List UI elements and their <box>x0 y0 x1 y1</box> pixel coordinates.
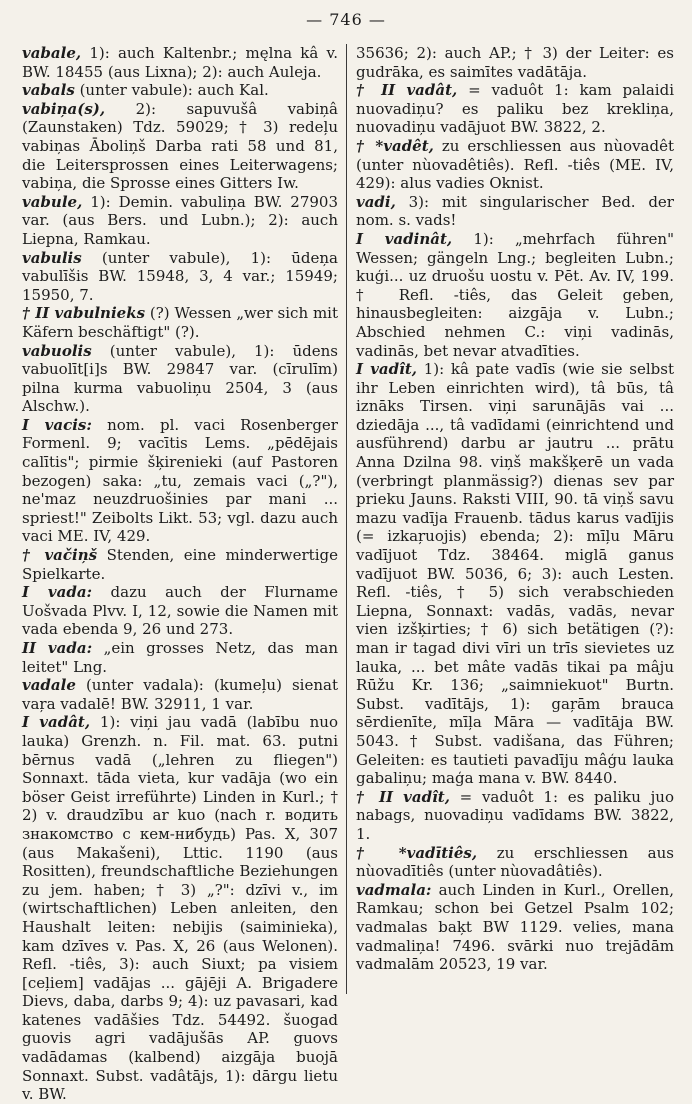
entry-body: zu erschliessen aus nùovadêt (unter nùovadêtiês). Refl. -tiês (ME. IV, 429): alus vadies Oknist. <box>356 136 674 193</box>
entry-body: zu erschliessen aus nùovadītiês (unter nùovadâtiês). <box>356 843 674 881</box>
entry-body: (unter vabule), 1): ūdeņa vabulīšis BW. 15948, 3, 4 var.; 15949; 15950, 7. <box>22 248 338 304</box>
dictionary-entry <box>22 416 338 546</box>
dictionary-entry <box>356 230 674 360</box>
dictionary-entry <box>356 81 674 137</box>
dictionary-entry <box>22 583 338 639</box>
entry-body: Stenden, eine minderwertige Spielkarte. <box>22 546 338 583</box>
page-number: — 746 — <box>306 10 386 29</box>
entry-headword: † II vadît, <box>356 787 450 806</box>
dictionary-entry <box>22 546 338 583</box>
entry-body: dazu auch der Flurname Uošvada Plvv. I, 12, sowie die Namen mit vada ebenda 9, 26 und 273. <box>22 583 338 639</box>
dictionary-entry <box>22 713 338 1103</box>
entry-headword: I vadît, <box>356 360 417 379</box>
entry-body: (?) Wessen „wer sich mit Käfern beschäftigt" (?). <box>22 304 338 341</box>
entry-headword: II vada: <box>22 639 93 657</box>
entry-body: 1): viņi jau vadā (labību nuo lauka) Grenzh. n. Fil. mat. 63. putni bērnus vadā („lehren zu fliegen") Sonnaxt. tāda vieta, kur vadāja (wo ein böser Geist irreführte) Linden in Kurl.; † 2) v. draudzību ar kuo (nach r. водить знакомство с кем-нибудь) Pas. X, 307 (aus Makašeni), Lttic. 1190 (aus Rositten), freundschaftliche Beziehungen zu jem. haben; † 3) „?": dzīvi v., im (wirtschaftlichen) Leben anleiten, den Haushalt leiten: nebijis (saiminieka), kam dzīves v. Pas. X, 26 (aus Welonen). Refl. -tiês, 3): auch Siuxt; pa visiem [ceļiem] vadājas ... gājēji A. Brigadere Dievs, daba, darbs 9; 4): uz pavasari, kad katenes vadāšies Tdz. 54492. šuogad guovis agri vadājušās AP. guovs vadādamas (kalbend) aizgāja buojā Sonnaxt. Subst. vadâtājs, 1): dārgu lietu v. BW. <box>22 713 338 1104</box>
entry-headword: vadi, <box>356 192 396 211</box>
entry-body: (unter vabule): auch Kal. <box>79 81 269 100</box>
entry-body: (unter vabule), 1): ūdens vabuolīt[i]s BW. 29847 var. (cīrulīm) pilna kurma vabuoliņu 2504, 3 (aus Alschw.). <box>22 341 338 416</box>
entry-body: „ein grosses Netz, das man leitet" Lng. <box>22 639 338 676</box>
entry-body: (unter vadala): (kumeļu) sienat vaŗa vadalē! BW. 32911, 1 var. <box>22 676 338 713</box>
entry-body: nom. pl. vaci Rosenberger Formenl. 9; vacītis Lems. „pēdējais calītis"; pirmie šķirenieki (auf Pastoren bezogen) saka: „tu, zemais vaci („?"), ne'maz neuzdruošinies par mani ... spriest!" Zeibolts Likt. 53; vgl. dazu auch vaci ME. IV, 429. <box>22 415 338 546</box>
dictionary-entry <box>356 881 674 974</box>
entry-headword: † *vadêt, <box>356 136 434 155</box>
entry-headword: † *vadītiês, <box>356 843 478 862</box>
entry-body: 1): Demin. vabuliņa BW. 27903 var. (aus Bers. und Lubn.); 2): auch Liepna, Ramkau. <box>22 192 338 248</box>
entry-headword: vabulis <box>22 248 82 267</box>
entry-headword: † II vadât, <box>356 81 458 100</box>
entry-body: = vaduôt 1: es paliku juo nabags, nuovadiņu vadīdams BW. 3822, 1. <box>356 787 674 843</box>
dictionary-entry <box>356 193 674 230</box>
entry-body: 3): mit singularischer Bed. der nom. s. vads! <box>356 192 674 230</box>
right-column <box>356 44 674 974</box>
entry-headword: vabuolis <box>22 341 92 360</box>
entry-headword: I vadinât, <box>356 229 453 248</box>
dictionary-entry <box>22 100 338 193</box>
dictionary-entry <box>356 788 674 844</box>
left-column <box>22 44 338 1104</box>
entry-headword: vabiņa(s), <box>22 99 106 118</box>
dictionary-entry <box>356 44 674 81</box>
entry-body: 1): auch Kaltenbr.; męlna kâ v. BW. 18455 (aus Lixna); 2): auch Auleja. <box>22 44 338 81</box>
entry-body: auch Linden in Kurl., Orellen, Ramkau; schon bei Getzel Psalm 102; vadmalas baķt BW 1129. velies, mana vadmaliņa! 7496. svārki nuo trejādām vadmalām 20523, 19 var. <box>356 880 674 974</box>
dictionary-entry <box>22 249 338 305</box>
dictionary-entry <box>22 342 338 416</box>
dictionary-entry <box>22 304 338 341</box>
entry-headword: vadale <box>22 676 76 695</box>
entry-body: 35636; 2): auch AP.; † 3) der Leiter: es gudrāka, es saimītes vadātāja. <box>356 44 674 81</box>
dictionary-entry <box>356 844 674 881</box>
entry-body: 1): kâ pate vadīs (wie sie selbst ihr Leben einrichten wird), tâ būs, tâ iznāks Tirsen. viņi sarunājās vai ... dziedāja ..., tâ vadīdami (einrichtend und ausführend) darbu ar jautru ... prātu Anna Dzilna 98. viņš makšķerē un vada (verbringt planmässig?) dienas sev par prieku Jauns. Raksti VIII, 90. tā viņš savu mazu vadīja Frauenb. tādus karus vadījis (= izkaŗuojis) ebenda; 2): mīļu Māru vadījuot Tdz. 38464. miglā ganus vadījuot BW. 5036, 6; 3): auch Lesten. Refl. -tiês, † 5) sich verabschieden Liepna, Sonnaxt: vadās, vadās, nevar vien izšķirties; † 6) sich betätigen (?): man ir tagad divi vīri un trīs sievietes uz lauka, ... bet mâte vadās tikai pa mâju Rūžu Kr. 136; „saimniekuot" Burtn. Subst. vadītājs, 1): gaŗām brauca sērdienīte, mīļa Māra — vadītāja BW. 5043. † Subst. vadišana, das Führen; Geleiten: es tautieti pavadīju mâģu lauka gabaliņu; maģa mana v. BW. 8440. <box>356 360 674 788</box>
column-divider <box>346 44 347 994</box>
dictionary-entry <box>22 44 338 81</box>
entry-headword: I vadât, <box>22 713 91 732</box>
dictionary-entry <box>356 360 674 788</box>
entry-body: = vaduôt 1: kam palaidi nuovadiņu? es paliku bez krekliņa, nuovadiņu vadājuot BW. 3822, 2. <box>356 81 674 137</box>
entry-headword: I vacis: <box>22 415 92 434</box>
entry-headword: vabals <box>22 81 75 100</box>
dictionary-entry <box>356 137 674 193</box>
entry-body: 2): sapuvušâ vabiņâ (Zaunstaken) Tdz. 59029; † 3) redeļu vabiņas Āboliņš Darba rati 58 und 81, die Leitersprossen eines Leiterwagens; vabiņa, die Sprosse eines Gitters Iw. <box>22 99 338 193</box>
dictionary-entry <box>22 639 338 676</box>
entry-headword: † II vabulnieks <box>22 304 146 323</box>
entry-headword: I vada: <box>22 583 93 602</box>
entry-headword: vabale, <box>22 44 82 62</box>
dictionary-entry <box>22 193 338 249</box>
entry-headword: vadmala: <box>356 880 432 899</box>
dictionary-entry <box>22 81 338 100</box>
entry-body: 1): „mehrfach führen" Wessen; gängeln Lng.; begleiten Lubn.; kuģi... uz druošu uostu v. Pēt. Av. IV, 199. † Refl. -tiês, das Geleit geben, hinausbegleiten: aizgāja v. Lubn.; Abschied nehmen C.: viņi vadinās, vadinās, bet nevar atvadīties. <box>356 229 674 360</box>
dictionary-entry <box>22 676 338 713</box>
entry-headword: vabule, <box>22 192 83 211</box>
entry-headword: † vačiņš <box>22 546 98 565</box>
